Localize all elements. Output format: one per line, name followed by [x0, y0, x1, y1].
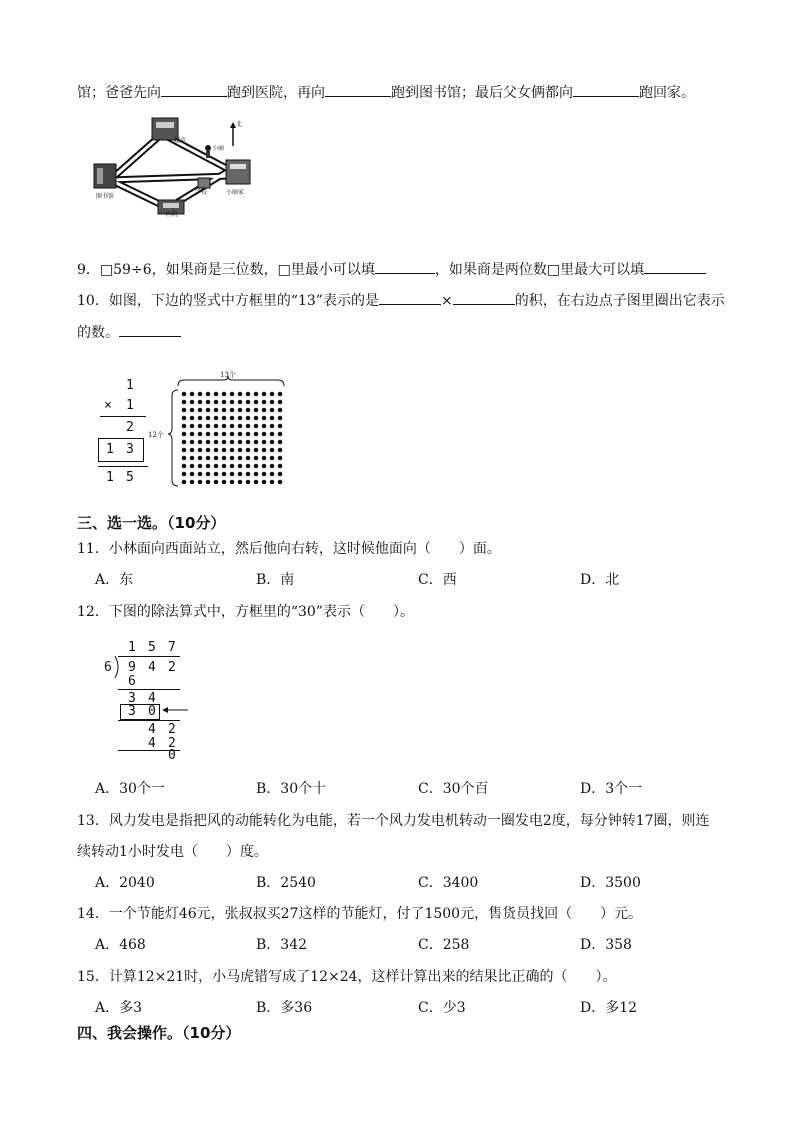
dot[interactable] — [222, 432, 227, 437]
dividend-ones: 2 — [168, 660, 176, 675]
dot[interactable] — [214, 424, 219, 429]
dot[interactable] — [238, 440, 243, 445]
dot[interactable] — [230, 432, 235, 437]
dot[interactable] — [254, 408, 259, 413]
dot[interactable] — [198, 392, 203, 397]
q12-option-c[interactable]: C．30个百 — [418, 781, 489, 797]
q10-blank-3[interactable] — [119, 322, 181, 337]
q11-option-b[interactable]: B．南 — [256, 572, 295, 588]
hospital-label: 医院 — [166, 211, 179, 217]
dot[interactable] — [198, 408, 203, 413]
dot[interactable] — [254, 416, 259, 421]
mult-highlight-box[interactable] — [98, 438, 144, 462]
dot[interactable] — [254, 440, 259, 445]
dot[interactable] — [254, 456, 259, 461]
dot[interactable] — [198, 464, 203, 469]
q13-option-a[interactable]: A．2040 — [95, 875, 155, 891]
dot[interactable] — [206, 408, 211, 413]
q15-option-d[interactable]: D．多12 — [580, 1000, 638, 1016]
q11-option-c[interactable]: C．西 — [418, 572, 457, 588]
step1-product: 6 — [128, 674, 136, 689]
library-label: 图书馆 — [96, 193, 115, 200]
q9-blank-1[interactable] — [375, 259, 435, 274]
supermarket-label: 超市 — [174, 137, 187, 144]
dot[interactable] — [222, 408, 227, 413]
school-building — [198, 178, 210, 188]
q8-part3: 跑到图书馆；最后父女俩都向 — [391, 85, 573, 101]
dot[interactable] — [222, 472, 227, 477]
step5-ones: 2 — [168, 736, 176, 751]
dot[interactable] — [182, 448, 187, 453]
division-bar — [118, 656, 180, 657]
question-12-stem: 12．下图的除法算式中，方框里的“30”表示（ ）。 — [77, 604, 414, 620]
school-label: 学校 — [195, 189, 208, 196]
dot[interactable] — [214, 448, 219, 453]
dot[interactable] — [206, 392, 211, 397]
section-3-heading: 三、选一选。（10分） — [77, 514, 226, 532]
dot[interactable] — [270, 416, 275, 421]
remainder: 0 — [168, 748, 176, 763]
dot[interactable] — [206, 464, 211, 469]
dot[interactable] — [206, 448, 211, 453]
dot[interactable] — [198, 448, 203, 453]
dot[interactable] — [222, 440, 227, 445]
q14-option-d[interactable]: D．358 — [580, 937, 632, 953]
q13-option-b[interactable]: B．2540 — [256, 875, 316, 891]
dot[interactable] — [246, 464, 251, 469]
dot[interactable] — [270, 456, 275, 461]
library-building — [94, 164, 116, 188]
section-4-heading: 四、我会操作。（10分） — [77, 1024, 241, 1042]
step2-ones: 4 — [148, 691, 156, 706]
q12-option-d[interactable]: D．3个一 — [580, 781, 643, 797]
dot[interactable] — [190, 392, 195, 397]
home-label: 小丽家 — [226, 189, 245, 196]
q10-part4: 的数。 — [77, 325, 119, 341]
dot[interactable] — [182, 400, 187, 405]
dot[interactable] — [190, 464, 195, 469]
dot[interactable] — [254, 432, 259, 437]
q8-part1: 馆；爸爸先向 — [77, 85, 161, 101]
dot[interactable] — [278, 464, 283, 469]
dot[interactable] — [278, 456, 283, 461]
dot[interactable] — [230, 448, 235, 453]
dot[interactable] — [262, 424, 267, 429]
mult-line-1 — [100, 416, 146, 417]
mult-row4-ones: 3 — [126, 442, 134, 457]
dot[interactable] — [278, 480, 283, 485]
q9-number: 9． — [77, 262, 100, 278]
mult-row2: 1 — [126, 398, 134, 413]
dot[interactable] — [206, 416, 211, 421]
dot[interactable] — [262, 440, 267, 445]
dot[interactable] — [270, 472, 275, 477]
dot[interactable] — [262, 448, 267, 453]
dot[interactable] — [182, 424, 187, 429]
dot[interactable] — [182, 456, 187, 461]
dot[interactable] — [278, 400, 283, 405]
dot[interactable] — [278, 408, 283, 413]
dot[interactable] — [214, 392, 219, 397]
side-brace — [168, 390, 178, 486]
dot[interactable] — [238, 416, 243, 421]
dot[interactable] — [230, 408, 235, 413]
dot[interactable] — [278, 440, 283, 445]
dot[interactable] — [230, 400, 235, 405]
dot[interactable] — [182, 440, 187, 445]
q12-option-b[interactable]: B．30个十 — [256, 781, 327, 797]
step-line-1 — [118, 689, 180, 690]
dot[interactable] — [230, 480, 235, 485]
question-14-stem: 14．一个节能灯46元，张叔叔买27这样的节能灯，付了1500元，售货员找回（ ）元。 — [77, 906, 643, 922]
dot[interactable] — [238, 464, 243, 469]
dot[interactable] — [270, 432, 275, 437]
dot[interactable] — [230, 424, 235, 429]
dividend-tens: 4 — [148, 660, 156, 675]
dot[interactable] — [238, 400, 243, 405]
dot[interactable] — [222, 392, 227, 397]
q10-part3: 的积，在右边点子图里圈出它表示 — [514, 293, 725, 309]
dot[interactable] — [182, 432, 187, 437]
dot[interactable] — [198, 400, 203, 405]
dot[interactable] — [222, 456, 227, 461]
dot[interactable] — [198, 432, 203, 437]
step-line-2 — [118, 720, 180, 721]
dot[interactable] — [190, 456, 195, 461]
q9-blank-2[interactable] — [644, 259, 706, 274]
q8-blank-1[interactable] — [161, 82, 227, 97]
quotient-tens: 5 — [148, 640, 156, 655]
q10-number: 10． — [77, 293, 109, 309]
dot[interactable] — [214, 440, 219, 445]
dot[interactable] — [238, 472, 243, 477]
dot[interactable] — [278, 432, 283, 437]
q9-part1: □59÷6，如果商是三位数，□里最小可以填 — [99, 262, 375, 278]
mult-row1: 1 — [126, 378, 134, 393]
dot[interactable] — [222, 416, 227, 421]
dot[interactable] — [190, 440, 195, 445]
dot[interactable] — [246, 448, 251, 453]
dot[interactable] — [206, 400, 211, 405]
dot[interactable] — [246, 424, 251, 429]
dot[interactable] — [190, 408, 195, 413]
dot[interactable] — [246, 400, 251, 405]
dot[interactable] — [206, 424, 211, 429]
dot[interactable] — [198, 472, 203, 477]
dot[interactable] — [238, 432, 243, 437]
step4-ones: 2 — [168, 722, 176, 737]
question-10-line2 — [77, 322, 181, 342]
dot[interactable] — [206, 480, 211, 485]
dot[interactable] — [278, 392, 283, 397]
mult-row5-ones: 5 — [126, 470, 134, 485]
dot[interactable] — [270, 400, 275, 405]
dot[interactable] — [182, 392, 187, 397]
dot[interactable] — [270, 440, 275, 445]
dot[interactable] — [262, 392, 267, 397]
dot[interactable] — [238, 424, 243, 429]
dot[interactable] — [214, 472, 219, 477]
q15-option-b[interactable]: B．多36 — [256, 1000, 313, 1016]
dot[interactable] — [222, 464, 227, 469]
dot[interactable] — [254, 472, 259, 477]
division-bracket — [114, 656, 122, 678]
dot[interactable] — [262, 472, 267, 477]
dot[interactable] — [230, 464, 235, 469]
dot[interactable] — [198, 440, 203, 445]
dot[interactable] — [206, 432, 211, 437]
xiaoli-label: 小丽 — [212, 145, 225, 152]
dot-grid-side-label: 12个 — [148, 431, 164, 439]
dot[interactable] — [182, 464, 187, 469]
q8-part2: 跑到医院，再向 — [227, 85, 325, 101]
dot[interactable] — [214, 400, 219, 405]
q14-option-a[interactable]: A．468 — [95, 937, 146, 953]
dot[interactable] — [206, 456, 211, 461]
dot[interactable] — [278, 424, 283, 429]
dot[interactable] — [246, 480, 251, 485]
question-13-line2: 续转动1小时发电（ ）度。 — [77, 844, 268, 860]
dot[interactable] — [254, 400, 259, 405]
dot[interactable] — [246, 416, 251, 421]
dot[interactable] — [238, 456, 243, 461]
dot[interactable] — [254, 480, 259, 485]
dot[interactable] — [238, 480, 243, 485]
q8-blank-3[interactable] — [573, 82, 639, 97]
mult-line-2 — [98, 466, 148, 467]
q10-blank-1[interactable] — [379, 290, 441, 305]
dot[interactable] — [262, 464, 267, 469]
dot[interactable] — [254, 424, 259, 429]
q11-option-a[interactable]: A．东 — [95, 572, 134, 588]
quotient-hundreds: 1 — [128, 640, 136, 655]
q13-option-d[interactable]: D．3500 — [580, 875, 641, 891]
mult-row4-tens: 1 — [106, 442, 114, 457]
dot[interactable] — [270, 408, 275, 413]
dot[interactable] — [262, 432, 267, 437]
q10-blank-2[interactable] — [453, 290, 515, 305]
q8-text — [77, 82, 695, 102]
mult-row3: 2 — [126, 420, 134, 435]
step3-tens: 3 — [128, 704, 136, 719]
dot[interactable] — [270, 464, 275, 469]
dot[interactable] — [182, 480, 187, 485]
arrow-left-icon — [162, 704, 188, 716]
dot[interactable] — [278, 416, 283, 421]
question-13-line1: 13．风力发电是指把风的动能转化为电能，若一个风力发电机转动一圈发电2度，每分钟转17圈，则连 — [77, 813, 710, 829]
dot[interactable] — [198, 456, 203, 461]
dot[interactable] — [246, 440, 251, 445]
dot[interactable] — [278, 448, 283, 453]
dot[interactable] — [238, 408, 243, 413]
dot[interactable] — [190, 448, 195, 453]
dot[interactable] — [214, 416, 219, 421]
dot[interactable] — [198, 480, 203, 485]
dot[interactable] — [246, 472, 251, 477]
home-building — [226, 160, 250, 184]
q8-part4: 跑回家。 — [639, 85, 695, 101]
step3-ones: 0 — [148, 704, 156, 719]
dot[interactable] — [262, 408, 267, 413]
dot[interactable] — [214, 432, 219, 437]
dot[interactable] — [246, 392, 251, 397]
q10-times: × — [440, 293, 453, 309]
dot[interactable] — [262, 416, 267, 421]
dot[interactable] — [222, 448, 227, 453]
dot[interactable] — [190, 400, 195, 405]
dot[interactable] — [190, 416, 195, 421]
dot[interactable] — [230, 392, 235, 397]
question-9 — [77, 259, 706, 279]
mult-row5-tens: 1 — [106, 470, 114, 485]
dot-grid-top-label: 13个 — [220, 371, 236, 379]
dot[interactable] — [214, 480, 219, 485]
dot[interactable] — [270, 424, 275, 429]
dot[interactable] — [190, 424, 195, 429]
dot[interactable] — [254, 448, 259, 453]
q8-blank-2[interactable] — [325, 82, 391, 97]
dot[interactable] — [246, 456, 251, 461]
dot[interactable] — [214, 464, 219, 469]
dot[interactable] — [214, 456, 219, 461]
north-label: 北 — [236, 121, 243, 128]
dot[interactable] — [262, 480, 267, 485]
dot[interactable] — [182, 472, 187, 477]
dot[interactable] — [190, 480, 195, 485]
dots — [182, 392, 283, 485]
q15-option-c[interactable]: C．少3 — [418, 1000, 466, 1016]
question-11-stem: 11．小林面向西面站立，然后他向右转，这时候他面向（ ）面。 — [77, 541, 501, 557]
dot[interactable] — [222, 400, 227, 405]
dot[interactable] — [198, 424, 203, 429]
dot[interactable] — [262, 456, 267, 461]
dot[interactable] — [262, 400, 267, 405]
q15-option-a[interactable]: A．多3 — [95, 1000, 143, 1016]
mult-operator: × — [104, 398, 112, 413]
q13-option-c[interactable]: C．3400 — [418, 875, 479, 891]
step5-tens: 4 — [148, 736, 156, 751]
dot[interactable] — [254, 464, 259, 469]
quotient-ones: 7 — [168, 640, 176, 655]
q14-option-b[interactable]: B．342 — [256, 937, 308, 953]
dot[interactable] — [254, 392, 259, 397]
step4-tens: 4 — [148, 722, 156, 737]
q14-option-c[interactable]: C．258 — [418, 937, 470, 953]
q9-part2: ，如果商是两位数□里最大可以填 — [434, 262, 645, 278]
divisor: 6 — [104, 660, 112, 675]
question-15-stem: 15．计算12×21时，小马虎错写成了12×24，这样计算出来的结果比正确的（ ）。 — [77, 969, 617, 985]
step2-tens: 3 — [128, 691, 136, 706]
dot[interactable] — [222, 480, 227, 485]
dot[interactable] — [230, 472, 235, 477]
dot-grid[interactable] — [148, 368, 288, 492]
dot[interactable] — [270, 448, 275, 453]
dot[interactable] — [206, 472, 211, 477]
dot[interactable] — [246, 432, 251, 437]
dot[interactable] — [182, 416, 187, 421]
dot[interactable] — [270, 392, 275, 397]
q12-option-a[interactable]: A．30个一 — [95, 781, 165, 797]
dot[interactable] — [214, 408, 219, 413]
dot[interactable] — [198, 416, 203, 421]
dividend-hundreds: 9 — [128, 660, 136, 675]
dot[interactable] — [190, 432, 195, 437]
q11-option-d[interactable]: D．北 — [580, 572, 620, 588]
dot[interactable] — [230, 440, 235, 445]
dot[interactable] — [190, 472, 195, 477]
q10-part1: 如图，下边的竖式中方框里的“13”表示的是 — [108, 293, 379, 309]
dot[interactable] — [230, 416, 235, 421]
dot[interactable] — [222, 424, 227, 429]
map-figure — [90, 112, 265, 217]
q10-vertical-multiplication — [96, 374, 156, 490]
dot[interactable] — [182, 408, 187, 413]
dot[interactable] — [246, 408, 251, 413]
dot[interactable] — [238, 392, 243, 397]
dot[interactable] — [238, 448, 243, 453]
dot[interactable] — [230, 456, 235, 461]
dot[interactable] — [270, 480, 275, 485]
q12-long-division — [104, 638, 194, 762]
question-10-line1 — [77, 290, 725, 310]
dot[interactable] — [206, 440, 211, 445]
dot[interactable] — [278, 472, 283, 477]
